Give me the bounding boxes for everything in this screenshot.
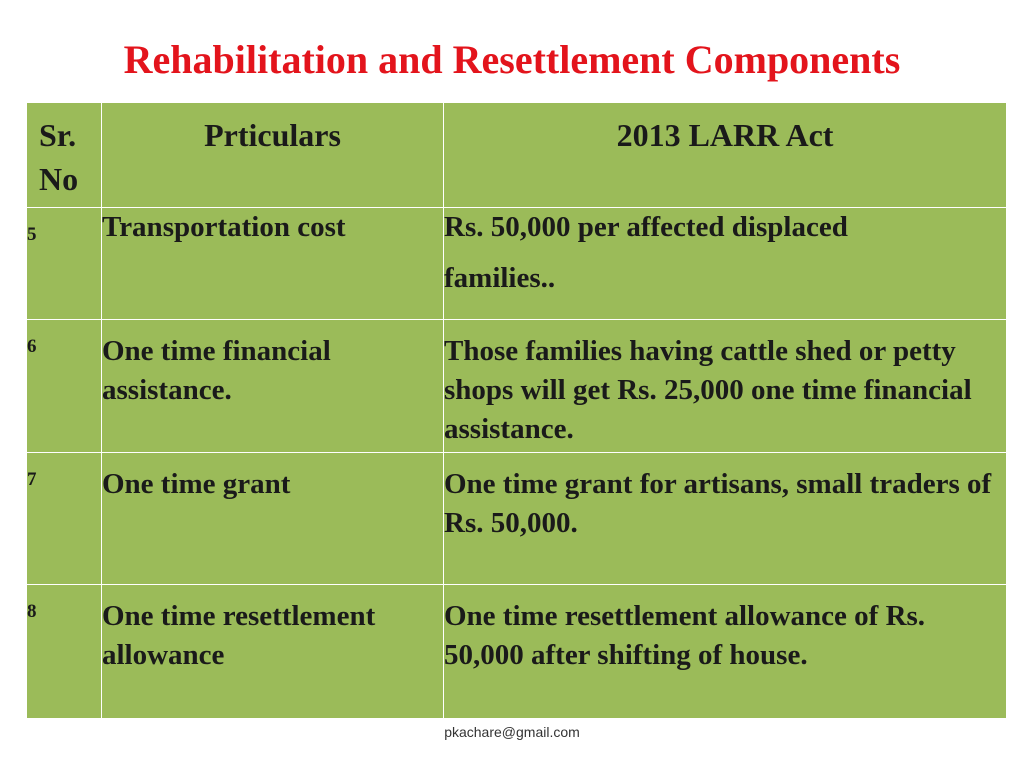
- row-act-provision: [444, 208, 1007, 320]
- row-particular: One time financial assistance.: [102, 320, 444, 453]
- header-particulars: Prticulars: [102, 103, 444, 208]
- act-line-1: Rs. 50,000 per affected displaced: [444, 211, 848, 243]
- row-number: 5: [27, 208, 102, 320]
- row-particular: Transportation cost: [102, 208, 444, 320]
- act-line-2: families..: [444, 262, 556, 294]
- components-table: [26, 102, 1007, 719]
- table-header-row: [27, 103, 1007, 208]
- row-number: 7: [27, 453, 102, 585]
- row-act-provision: One time grant for artisans, small traders of Rs. 50,000.: [444, 453, 1007, 585]
- table-row: [27, 585, 1007, 719]
- footer-email: pkachare@gmail.com: [444, 724, 580, 740]
- row-particular: One time grant: [102, 453, 444, 585]
- table-row: [27, 453, 1007, 585]
- slide-title: Rehabilitation and Resettlement Components: [123, 37, 901, 82]
- row-number: 6: [27, 320, 102, 453]
- header-larr-act: 2013 LARR Act: [444, 103, 1007, 208]
- row-number: 8: [27, 585, 102, 719]
- row-act-provision: One time resettlement allowance of Rs. 50,000 after shifting of house.: [444, 585, 1007, 719]
- table-row: [27, 208, 1007, 320]
- row-particular: One time resettlement allowance: [102, 585, 444, 719]
- row-act-provision: Those families having cattle shed or petty shops will get Rs. 25,000 one time financial assistance.: [444, 320, 1007, 453]
- table-row: [27, 320, 1007, 453]
- header-sr-no: Sr. No: [27, 103, 102, 208]
